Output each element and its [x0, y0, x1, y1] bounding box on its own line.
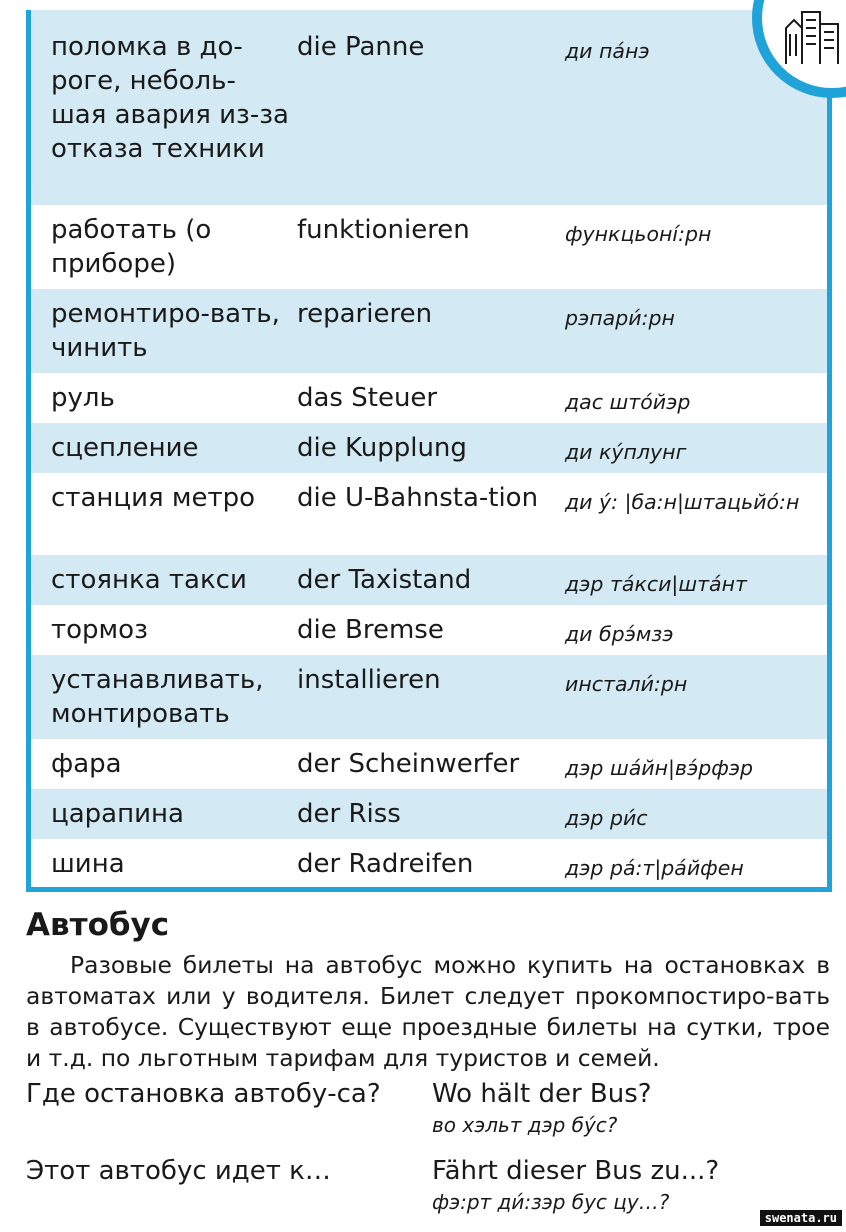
german-term: die U-Bahnsta-tion [297, 483, 539, 513]
german-term: die Bremse [297, 615, 444, 645]
table-row [31, 605, 827, 655]
german-term: die Kupplung [297, 433, 467, 463]
transcription: дэр ри́с [565, 806, 648, 830]
table-row [31, 373, 827, 423]
section-title: Автобус [26, 907, 170, 943]
german-term: der Radreifen [297, 849, 474, 879]
transcription: ди у́: |ба:н|штацьйо́:н [565, 490, 800, 514]
phrase-russian: Где остановка автобу-са? [26, 1079, 381, 1109]
table-row [31, 289, 827, 373]
german-term: das Steuer [297, 383, 438, 413]
table-row [31, 789, 827, 839]
table-row [31, 205, 827, 289]
watermark: swenata.ru [760, 1210, 842, 1226]
russian-term: сцепление [51, 433, 199, 463]
german-term: reparieren [297, 299, 433, 329]
phrase-transcription: во хэльт дэр бу́с? [432, 1113, 618, 1137]
german-term: der Riss [297, 799, 401, 829]
transcription: ди ку́плунг [565, 440, 687, 464]
vocabulary-table [26, 10, 832, 892]
buildings-icon [784, 6, 844, 66]
russian-term: работать (о приборе) [51, 215, 212, 279]
phrase-german: Fährt dieser Bus zu...? [432, 1156, 720, 1186]
phrase-transcription: фэ:рт ди́:зэр бус цу…? [432, 1190, 670, 1214]
table-row [31, 739, 827, 789]
russian-term: ремонтиро-вать, чинить [51, 299, 280, 363]
table-row [31, 655, 827, 739]
table-row [31, 423, 827, 473]
german-term: installieren [297, 665, 441, 695]
transcription: дэр ра́:т|ра́йфен [565, 856, 744, 880]
section-paragraph: Разовые билеты на автобус можно купить на остановках в автоматах или у водителя. Билет следует прокомпостиро-вать в автобусе. Существуют еще проездные билеты на сутки, трое и т.д. по льготным тарифам для туристов и семей. [26, 951, 830, 1072]
transcription: функцьоні́:рн [565, 222, 712, 246]
table-row [31, 473, 827, 555]
russian-term: станция метро [51, 483, 256, 513]
transcription: дас што́йэр [565, 390, 691, 414]
german-term: die Panne [297, 32, 425, 62]
transcription: рэпари́:рн [565, 306, 675, 330]
russian-term: поломка в до-роге, неболь-шая авария из-за отказа техники [51, 32, 289, 164]
transcription: ди брэ́мзэ [565, 622, 674, 646]
german-term: der Scheinwerfer [297, 749, 520, 779]
russian-term: фара [51, 749, 122, 779]
transcription: дэр ша́йн|вэ́рфэр [565, 756, 754, 780]
transcription: дэр та́кси|шта́нт [565, 572, 747, 596]
russian-term: тормоз [51, 615, 148, 645]
table-row [31, 10, 827, 205]
russian-term: устанавливать, монтировать [51, 665, 264, 729]
phrase-russian: Этот автобус идет к… [26, 1156, 331, 1186]
transcription: инстали́:рн [565, 672, 688, 696]
russian-term: стоянка такси [51, 565, 247, 595]
table-row [31, 839, 827, 887]
german-term: der Taxistand [297, 565, 472, 595]
transcription: ди па́нэ [565, 39, 650, 63]
russian-term: шина [51, 849, 125, 879]
table-row [31, 555, 827, 605]
phrase-german: Wo hält der Bus? [432, 1079, 652, 1109]
german-term: funktionieren [297, 215, 470, 245]
russian-term: царапина [51, 799, 184, 829]
russian-term: руль [51, 383, 115, 413]
